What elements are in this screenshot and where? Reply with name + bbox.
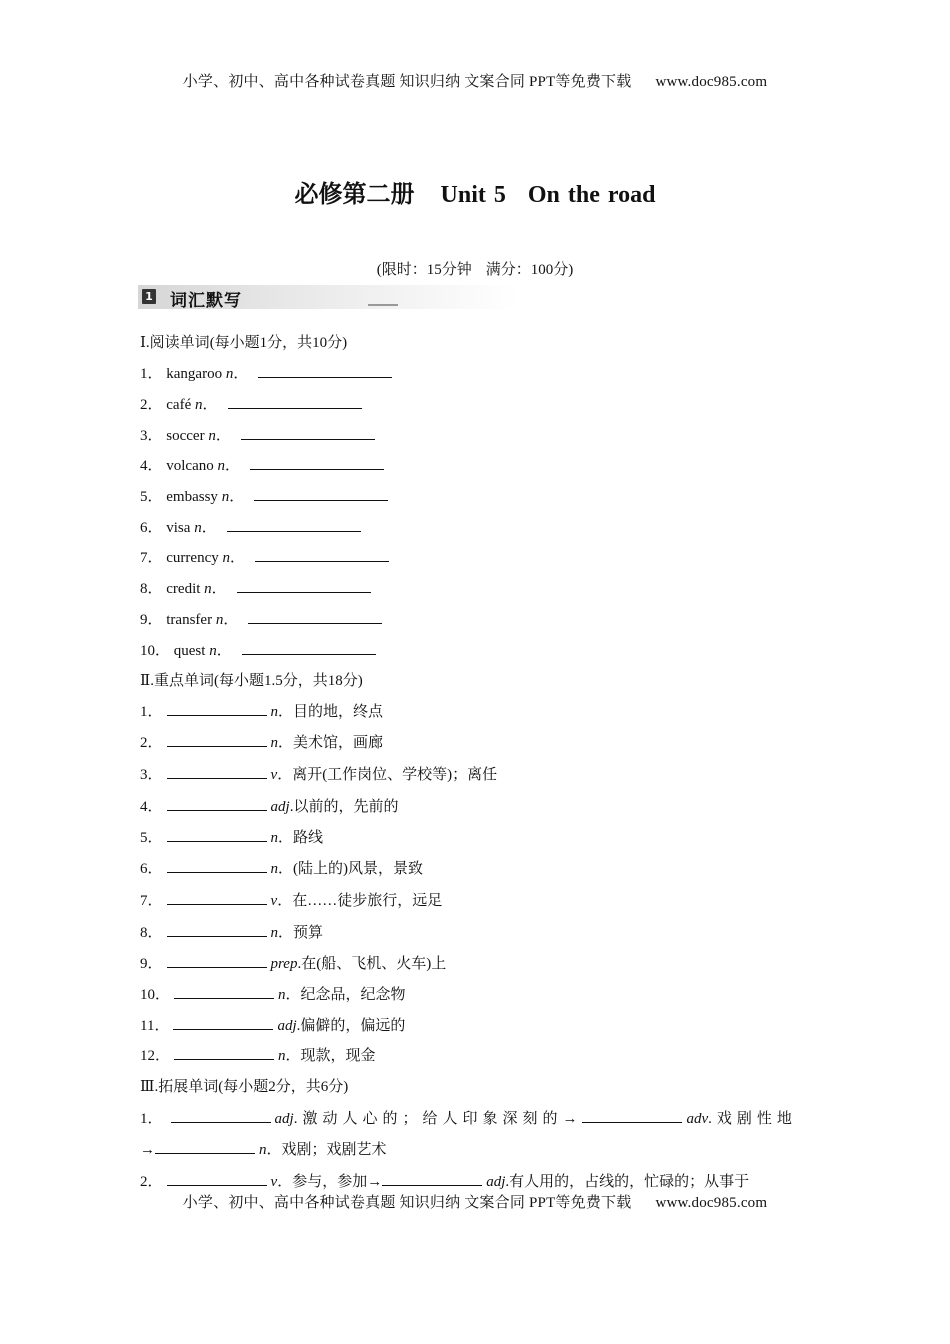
list-item: 11． adj.偏僻的，偏远的 bbox=[140, 1014, 405, 1035]
answer-blank[interactable] bbox=[167, 1171, 267, 1186]
answer-blank[interactable] bbox=[237, 578, 371, 593]
section-1-title: Ⅰ.阅读单词 bbox=[140, 335, 210, 351]
answer-blank[interactable] bbox=[382, 1171, 482, 1186]
list-item: 2． v．参与，参加→ adj.有人用的，占线的，忙碌的；从事于 bbox=[140, 1170, 749, 1191]
list-item: 10． n．纪念品，纪念物 bbox=[140, 983, 406, 1004]
section-3-note: (每小题2分，共6分) bbox=[218, 1079, 349, 1095]
footer-text: 小学、初中、高中各种试卷真题 知识归纳 文案合同 PPT等免费下载 bbox=[182, 1195, 632, 1211]
answer-blank[interactable] bbox=[248, 609, 382, 624]
page-header bbox=[0, 70, 950, 91]
section-1-note: (每小题1分，共10分) bbox=[209, 335, 348, 351]
list-item: 4． adj.以前的，先前的 bbox=[140, 795, 398, 816]
answer-blank[interactable] bbox=[255, 547, 389, 562]
section-3-heading bbox=[140, 1075, 348, 1096]
list-item: → n．戏剧；戏剧艺术 bbox=[140, 1138, 387, 1159]
answer-blank[interactable] bbox=[167, 858, 267, 873]
time-limit bbox=[0, 258, 950, 279]
list-item: 3． v．离开(工作岗位、学校等)；离任 bbox=[140, 763, 497, 784]
answer-blank[interactable] bbox=[155, 1139, 255, 1154]
list-item: 1． n．目的地，终点 bbox=[140, 700, 383, 721]
answer-blank[interactable] bbox=[167, 764, 267, 779]
list-item: 6． n．(陆上的)风景，景致 bbox=[140, 857, 423, 878]
answer-blank[interactable] bbox=[167, 732, 267, 747]
answer-blank[interactable] bbox=[254, 486, 388, 501]
list-item: 4． volcano n． bbox=[140, 454, 384, 475]
answer-blank[interactable] bbox=[174, 984, 274, 999]
answer-blank[interactable] bbox=[174, 1045, 274, 1060]
answer-blank[interactable] bbox=[582, 1108, 682, 1123]
header-url[interactable]: www.doc985.com bbox=[655, 74, 768, 90]
answer-blank[interactable] bbox=[241, 425, 375, 440]
list-item: 8． n．预算 bbox=[140, 921, 323, 942]
section-3-title: Ⅲ.拓展单词 bbox=[140, 1079, 219, 1095]
page-title bbox=[0, 174, 950, 209]
footer-url[interactable]: www.doc985.com bbox=[655, 1195, 768, 1211]
section-2-title: Ⅱ.重点单词 bbox=[140, 673, 214, 689]
answer-blank[interactable] bbox=[258, 363, 392, 378]
banner-label: 词汇默写 bbox=[170, 291, 242, 311]
answer-blank[interactable] bbox=[167, 701, 267, 716]
list-item: 5． embassy n． bbox=[140, 485, 388, 506]
list-item: 7． currency n． bbox=[140, 546, 389, 567]
page-footer bbox=[0, 1191, 950, 1212]
banner-divider bbox=[368, 304, 398, 306]
list-item: 3． soccer n． bbox=[140, 424, 375, 445]
answer-blank[interactable] bbox=[167, 890, 267, 905]
list-item: 2． café n． bbox=[140, 393, 362, 414]
answer-blank[interactable] bbox=[173, 1015, 273, 1030]
section-2-heading bbox=[140, 669, 363, 690]
list-item: 10． quest n． bbox=[140, 639, 376, 660]
section-banner bbox=[138, 285, 518, 309]
list-item: 1． kangaroo n． bbox=[140, 362, 392, 383]
list-item: 6． visa n． bbox=[140, 516, 361, 537]
answer-blank[interactable] bbox=[250, 455, 384, 470]
answer-blank[interactable] bbox=[228, 394, 362, 409]
list-item: 2． n．美术馆，画廊 bbox=[140, 731, 383, 752]
list-item: 12． n．现款，现金 bbox=[140, 1044, 376, 1065]
list-item: 9． prep.在(船、飞机、火车)上 bbox=[140, 952, 446, 973]
answer-blank[interactable] bbox=[242, 640, 376, 655]
list-item: 7． v．在……徒步旅行，远足 bbox=[140, 889, 442, 910]
banner-number-icon: 1 bbox=[142, 289, 156, 304]
answer-blank[interactable] bbox=[171, 1108, 271, 1123]
list-item: 5． n．路线 bbox=[140, 826, 323, 847]
list-item: 1． adj.激动人心的；给人印象深刻的→ adv.戏剧性地 bbox=[140, 1107, 797, 1128]
list-item: 8． credit n． bbox=[140, 577, 371, 598]
list-item: 9． transfer n． bbox=[140, 608, 382, 629]
title-topic: On the road bbox=[527, 182, 656, 208]
header-text: 小学、初中、高中各种试卷真题 知识归纳 文案合同 PPT等免费下载 bbox=[182, 74, 632, 90]
section-2-note: (每小题1.5分，共18分) bbox=[213, 673, 363, 689]
answer-blank[interactable] bbox=[167, 922, 267, 937]
answer-blank[interactable] bbox=[167, 796, 267, 811]
time-limit-score: 满分：100分) bbox=[485, 262, 574, 278]
section-1-heading bbox=[140, 331, 347, 352]
answer-blank[interactable] bbox=[227, 517, 361, 532]
time-limit-minutes: (限时：15分钟 bbox=[376, 262, 472, 278]
title-unit: Unit 5 bbox=[440, 182, 506, 208]
answer-blank[interactable] bbox=[167, 827, 267, 842]
title-book: 必修第二册 bbox=[294, 182, 415, 208]
answer-blank[interactable] bbox=[167, 953, 267, 968]
